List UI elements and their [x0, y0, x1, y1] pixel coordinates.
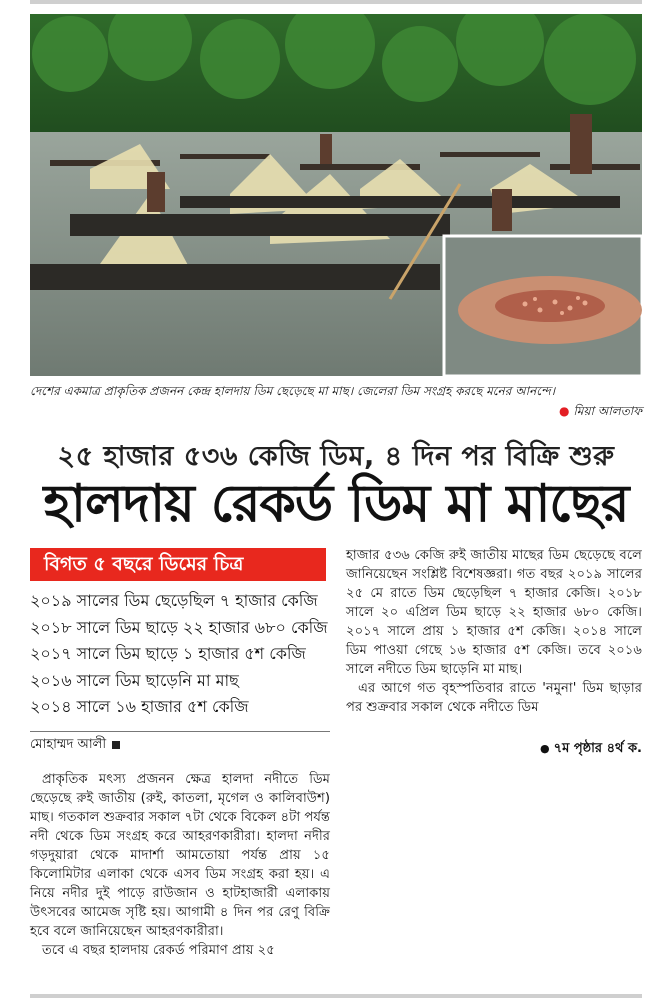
column-divider — [30, 731, 330, 732]
continued-text: ৭ম পৃষ্ঠার ৪র্থ ক. — [553, 741, 642, 756]
continued-on-page — [540, 739, 642, 760]
body-paragraph: তবে এ বছর হালদায় রেকর্ড পরিমাণ প্রায় ২৫ — [42, 943, 275, 958]
fact-item: ২০১৬ সালে ডিম ছাড়েনি মা মাছ — [30, 670, 239, 690]
fact-item: ২০১৭ সালে ডিম ছাড়ে ১ হাজার ৫শ কেজি — [30, 644, 306, 663]
square-bullet-icon — [112, 741, 120, 749]
photo-credit — [559, 402, 642, 420]
fact-item: ২০১৮ সালে ডিম ছাড়ে ২২ হাজার ৬৮০ কেজি — [30, 617, 328, 637]
news-photo — [30, 14, 642, 376]
bottom-rule — [30, 994, 642, 998]
kicker-headline: ২৫ হাজার ৫৩৬ কেজি ডিম, ৪ দিন পর বিক্রি শুরু — [57, 441, 615, 472]
sidebar-title: বিগত ৫ বছরে ডিমের চিত্র — [30, 548, 326, 581]
fact-item: ২০১৯ সালের ডিম ছেড়েছিল ৭ হাজার কেজি — [30, 591, 318, 610]
main-headline: হালদায় রেকর্ড ডিম মা মাছের — [43, 474, 629, 534]
bullet-icon: ● — [540, 742, 550, 755]
credit-dot-icon: ● — [559, 404, 570, 418]
photo-caption — [30, 382, 642, 418]
author-name: মোহাম্মদ আলী — [30, 737, 107, 752]
body-paragraph: প্রাকৃতিক মৎস্য প্রজনন ক্ষেত্র হালদা নদীতে ডিম ছেড়েছে রুই জাতীয় (রুই, কাতলা, মৃগেল ও কালিবাউশ) মাছ। গতকাল শুক্রবার সকাল ৭টা থেকে বিকেল ৪টা পর্যন্ত নদী থেকে ডিম সংগ্রহ করে আহরণকারীরা। হালদা নদীর গড়দুয়ারা থেকে মাদার্শা আমতোয়া পর্যন্ত প্রায় ১৫ কিলোমিটার এলাকা থেকে এসব ডিম সংগ্রহ করা হয়। এ নিয়ে নদীর দুই পাড়ে রাউজান ও হাটহাজারী এলাকায় উৎসবের আমেজ সৃষ্টি হয়। আগামী ৪ দিন পর রেণু বিক্রি হবে বলে জানিয়েছেন আহরণকারীরা। — [30, 772, 330, 939]
caption-text: দেশের একমাত্র প্রাকৃতিক প্রজনন কেন্দ্র হালদায় ডিম ছেড়েছে মা মাছ। জেলেরা ডিম সংগ্রহ করছে মনের আনন্দে। — [30, 384, 556, 398]
body-paragraph: এর আগে গত বৃহস্পতিবার রাতে 'নমুনা' ডিম ছাড়ার পর শুক্রবার সকাল থেকে নদীতে ডিম — [346, 681, 642, 715]
body-paragraph: হাজার ৫৩৬ কেজি রুই জাতীয় মাছের ডিম ছেড়েছে বলে জানিয়েছেন সংশ্লিষ্ট বিশেষজ্ঞরা। গত বছর ২০১৯ সালের ২৫ মে রাতে ডিম ছেড়েছিল ৭ হাজার কেজি। ২০১৮ সালে ২০ এপ্রিল ডিম ছাড়ে ২২ হাজার ৬৮০ কেজি। ২০১৭ সালে প্রায় ১ হাজার ৫শ কেজি। ২০১৪ সালে ডিম পাওয়া গেছে ১৬ হাজার ৫শ কেজি। তবে ২০১৬ সালে নদীতে ডিম ছাড়েনি মা মাছ। — [346, 548, 642, 677]
fact-item: ২০১৪ সালে ১৬ হাজার ৫শ কেজি — [30, 697, 249, 716]
article-body-left — [30, 770, 330, 960]
byline — [30, 735, 120, 756]
sidebar-facts — [30, 588, 330, 721]
credit-name: মিয়া আলতাফ — [573, 404, 642, 418]
article-body-right — [346, 546, 642, 717]
top-rule — [30, 0, 642, 4]
